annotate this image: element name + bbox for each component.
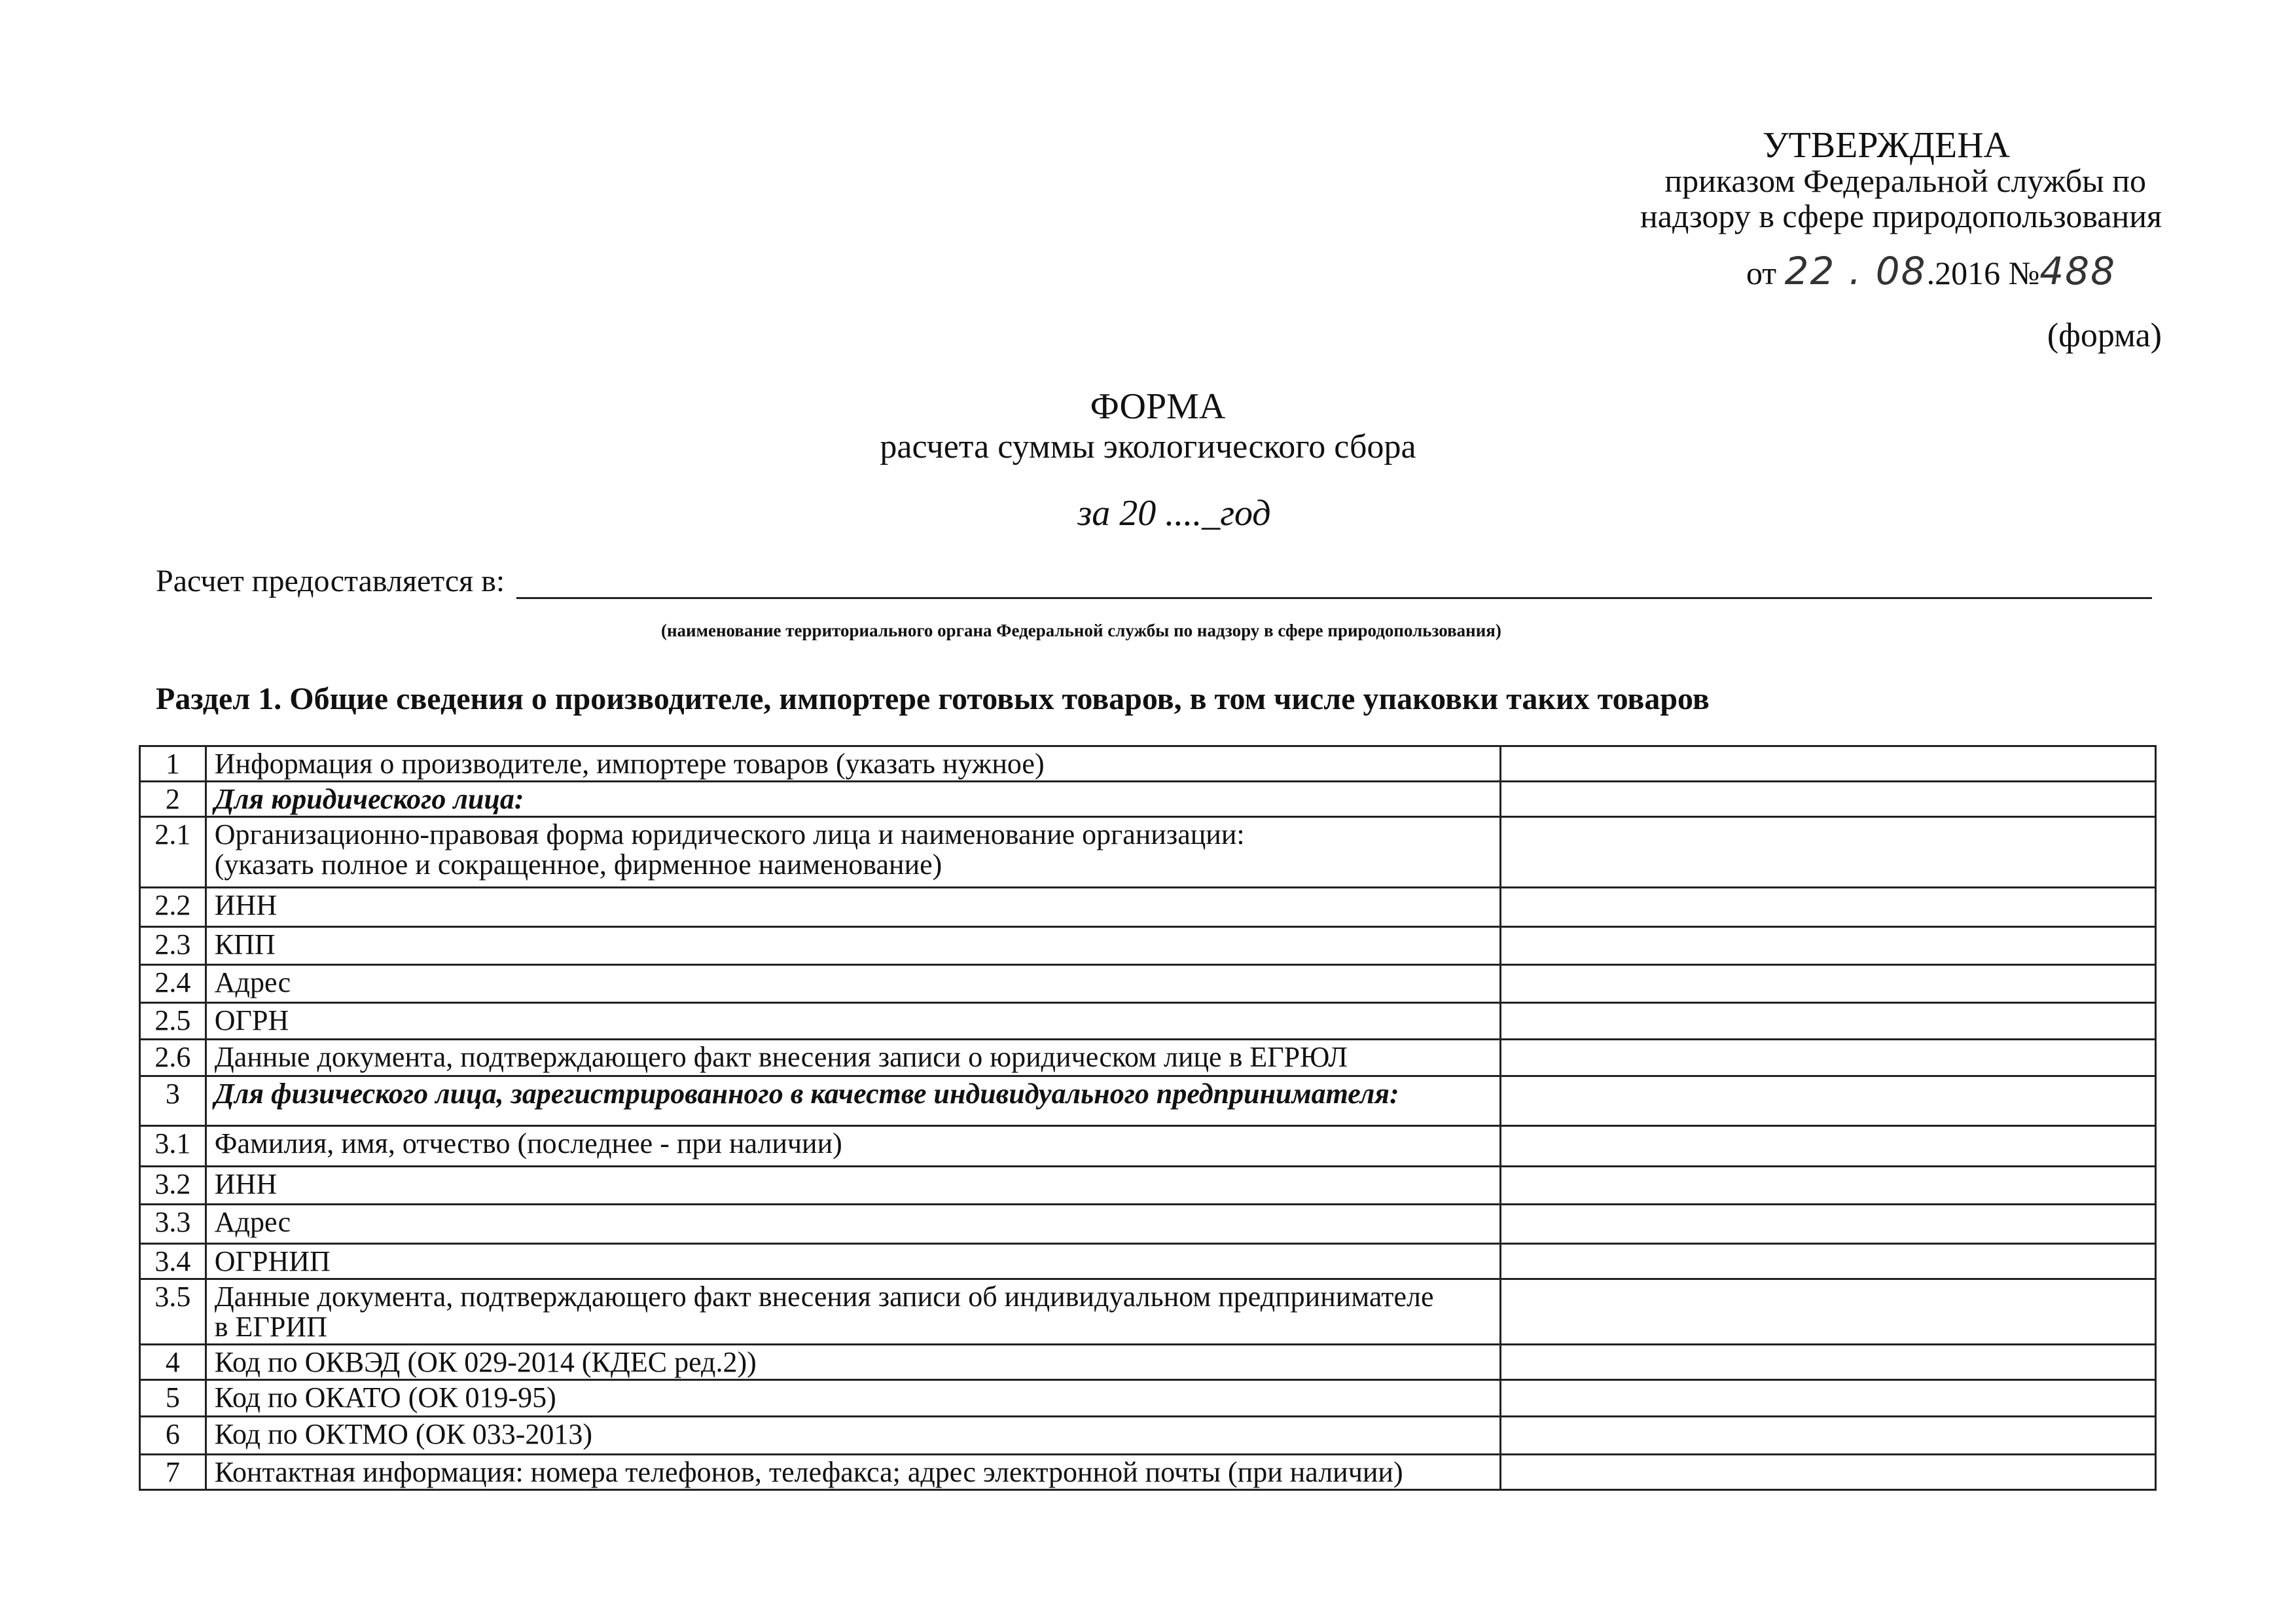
row-value-cell[interactable] bbox=[1500, 1345, 2155, 1380]
approval-date-line bbox=[1640, 249, 2162, 293]
table-row bbox=[140, 817, 2156, 888]
row-label: Для юридического лица: bbox=[206, 782, 1500, 817]
table-row bbox=[140, 1126, 2156, 1167]
row-value-cell[interactable] bbox=[1500, 1076, 2155, 1126]
table-row bbox=[140, 1380, 2156, 1417]
form-note: (форма) bbox=[2047, 317, 2162, 354]
date-prefix: от bbox=[1746, 255, 1777, 291]
row-label-line: (указать полное и сокращенное, фирменное наименование) bbox=[214, 848, 942, 881]
approval-block bbox=[1640, 125, 2162, 354]
row-label: Контактная информация: номера телефонов, телефакса; адрес электронной почты (при наличии) bbox=[206, 1455, 1500, 1490]
handwritten-date: 22 . 08 bbox=[1784, 249, 1927, 293]
table-row bbox=[140, 1345, 2156, 1380]
row-label: Информация о производителе, импортере товаров (указать нужное) bbox=[206, 746, 1500, 782]
approval-line-1: приказом Федеральной службы по bbox=[1664, 162, 2146, 199]
row-value-cell[interactable] bbox=[1500, 1279, 2155, 1345]
table-row bbox=[140, 1076, 2156, 1126]
row-number: 2.4 bbox=[140, 965, 206, 1003]
table-row bbox=[140, 1167, 2156, 1205]
table-row bbox=[140, 965, 2156, 1003]
row-value-cell[interactable] bbox=[1500, 782, 2155, 817]
row-value-cell[interactable] bbox=[1500, 1417, 2155, 1455]
row-value-cell[interactable] bbox=[1500, 1003, 2155, 1040]
row-label: Адрес bbox=[206, 1205, 1500, 1244]
row-label: Данные документа, подтверждающего факт внесения записи о юридическом лице в ЕГРЮЛ bbox=[206, 1040, 1500, 1076]
row-value-cell[interactable] bbox=[1500, 1380, 2155, 1417]
row-label: ИНН bbox=[206, 1167, 1500, 1205]
row-value-cell[interactable] bbox=[1500, 1126, 2155, 1167]
row-label bbox=[206, 1279, 1500, 1345]
table-row bbox=[140, 888, 2156, 927]
row-label: ОГРНИП bbox=[206, 1244, 1500, 1279]
row-number: 3.4 bbox=[140, 1244, 206, 1279]
section-1-title: Раздел 1. Общие сведения о производителе, импортере готовых товаров, в том числе упаковки таких товаров bbox=[156, 682, 1710, 716]
row-number: 2.1 bbox=[140, 817, 206, 888]
submit-to-row bbox=[156, 563, 2152, 599]
row-number: 5 bbox=[140, 1380, 206, 1417]
title-line-2: расчета суммы экологического сбора bbox=[880, 428, 1416, 465]
row-label-line: в ЕГРИП bbox=[214, 1311, 327, 1343]
row-value-cell[interactable] bbox=[1500, 888, 2155, 927]
submit-to-field[interactable] bbox=[516, 568, 2152, 599]
row-label: КПП bbox=[206, 927, 1500, 965]
row-number: 1 bbox=[140, 746, 206, 782]
row-number: 2.6 bbox=[140, 1040, 206, 1076]
row-value-cell[interactable] bbox=[1500, 817, 2155, 888]
table-row bbox=[140, 1279, 2156, 1345]
row-value-cell[interactable] bbox=[1500, 1455, 2155, 1490]
row-value-cell[interactable] bbox=[1500, 746, 2155, 782]
row-label: Для физического лица, зарегистрированного в качестве индивидуального предпринимателя: bbox=[206, 1076, 1500, 1126]
row-label: Код по ОКВЭД (ОК 029-2014 (КДЕС ред.2)) bbox=[206, 1345, 1500, 1380]
table-row bbox=[140, 1417, 2156, 1455]
table-row bbox=[140, 1040, 2156, 1076]
table-row bbox=[140, 782, 2156, 817]
approval-line-2: надзору в сфере природопользования bbox=[1640, 198, 2162, 234]
table-row bbox=[140, 927, 2156, 965]
handwritten-number: 488 bbox=[2039, 249, 2116, 293]
row-number: 2 bbox=[140, 782, 206, 817]
row-label: Фамилия, имя, отчество (последнее - при наличии) bbox=[206, 1126, 1500, 1167]
row-label-line: Организационно-правовая форма юридического лица и наименование организации: bbox=[214, 818, 1245, 850]
row-number: 2.5 bbox=[140, 1003, 206, 1040]
row-value-cell[interactable] bbox=[1500, 927, 2155, 965]
row-number: 3.5 bbox=[140, 1279, 206, 1345]
row-number: 7 bbox=[140, 1455, 206, 1490]
row-value-cell[interactable] bbox=[1500, 965, 2155, 1003]
title-year-line: за 20 ...._год bbox=[1077, 493, 1271, 534]
row-label-line: Данные документа, подтверждающего факт внесения записи об индивидуальном предпринимателе bbox=[214, 1281, 1434, 1313]
row-value-cell[interactable] bbox=[1500, 1244, 2155, 1279]
row-label: ИНН bbox=[206, 888, 1500, 927]
row-value-cell[interactable] bbox=[1500, 1167, 2155, 1205]
row-number: 2.2 bbox=[140, 888, 206, 927]
row-label: Адрес bbox=[206, 965, 1500, 1003]
table-row bbox=[140, 1455, 2156, 1490]
row-label: ОГРН bbox=[206, 1003, 1500, 1040]
row-number: 3 bbox=[140, 1076, 206, 1126]
row-number: 3.2 bbox=[140, 1167, 206, 1205]
table-row bbox=[140, 1244, 2156, 1279]
number-prefix: № bbox=[2008, 255, 2040, 291]
row-label bbox=[206, 817, 1500, 888]
row-label: Код по ОКАТО (ОК 019-95) bbox=[206, 1380, 1500, 1417]
submit-to-label: Расчет предоставляется в: bbox=[156, 564, 505, 598]
table-row bbox=[140, 746, 2156, 782]
row-label: Код по ОКТМО (ОК 033-2013) bbox=[206, 1417, 1500, 1455]
row-number: 3.3 bbox=[140, 1205, 206, 1244]
submit-to-hint: (наименование территориального органа Федеральной службы по надзору в сфере природопользования) bbox=[661, 621, 1501, 640]
approved-heading: УТВЕРЖДЕНА bbox=[1762, 125, 2010, 166]
row-number: 6 bbox=[140, 1417, 206, 1455]
row-number: 2.3 bbox=[140, 927, 206, 965]
row-number: 4 bbox=[140, 1345, 206, 1380]
document-title bbox=[0, 386, 2296, 534]
date-year: .2016 bbox=[1926, 255, 2001, 291]
row-value-cell[interactable] bbox=[1500, 1205, 2155, 1244]
row-number: 3.1 bbox=[140, 1126, 206, 1167]
title-line-1: ФОРМА bbox=[1090, 386, 1226, 427]
row-value-cell[interactable] bbox=[1500, 1040, 2155, 1076]
table-row bbox=[140, 1205, 2156, 1244]
section-1-table bbox=[139, 745, 2157, 1491]
table-row bbox=[140, 1003, 2156, 1040]
